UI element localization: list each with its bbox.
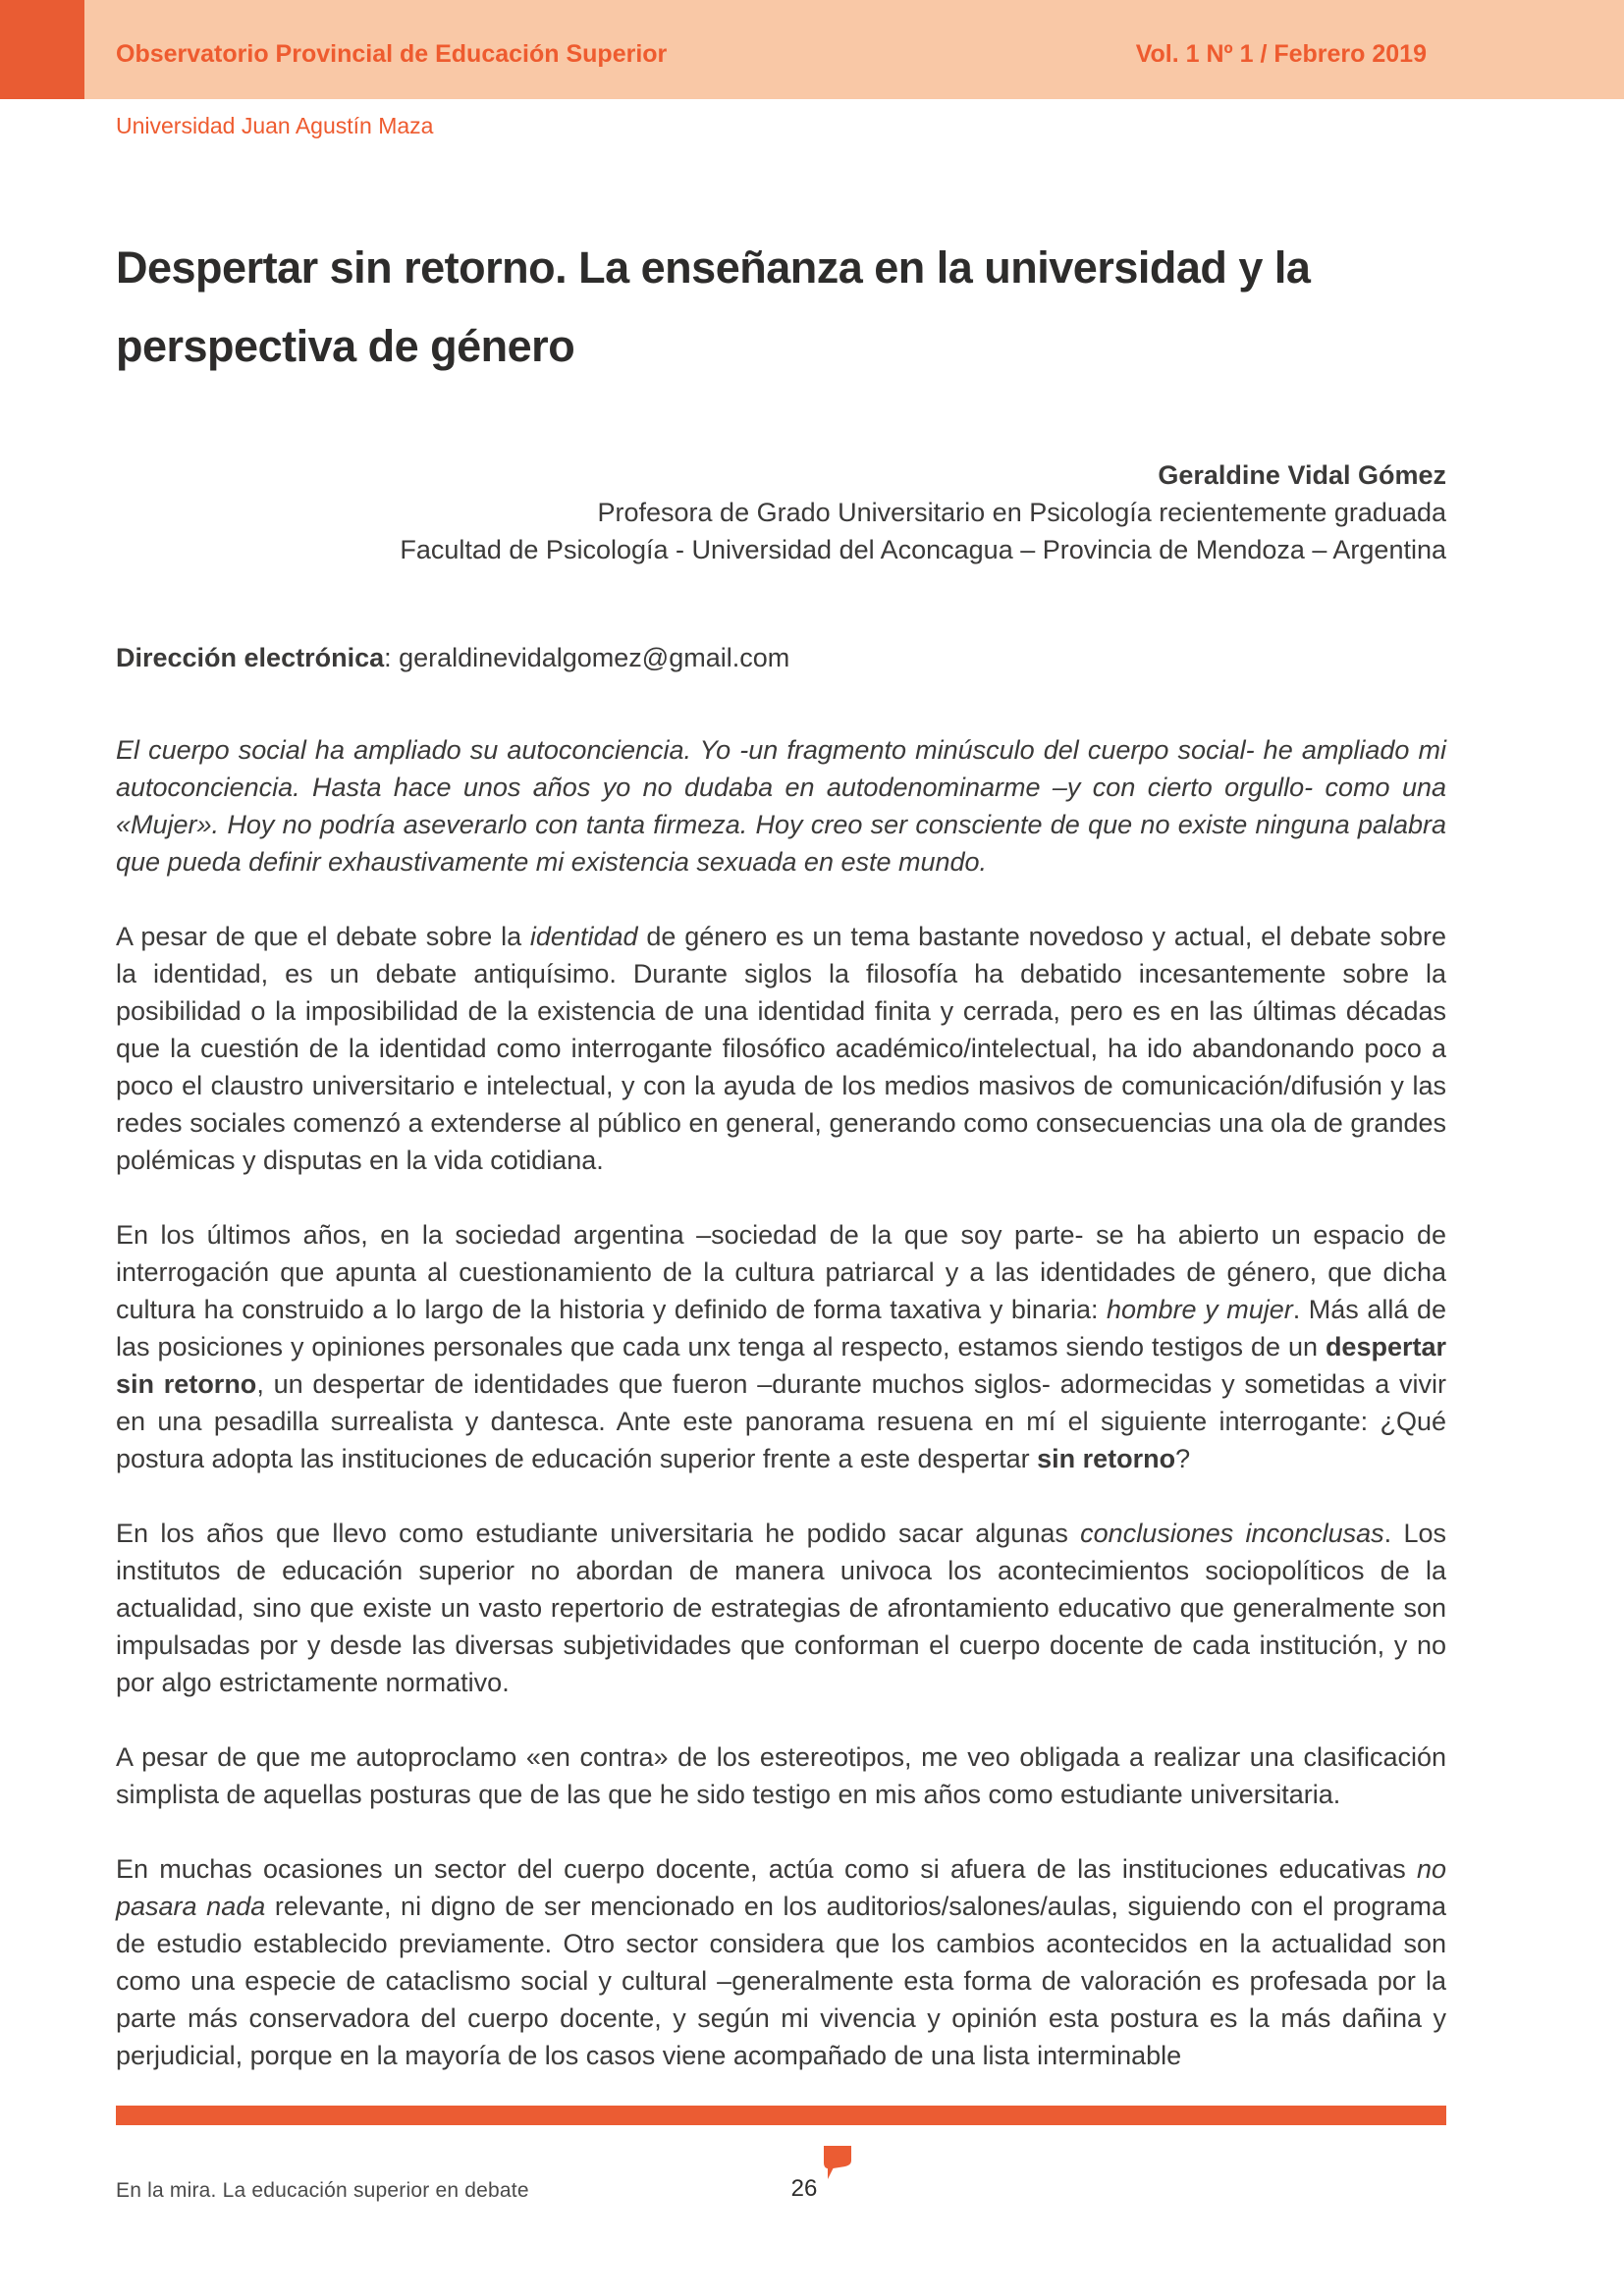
paragraph-text: En muchas ocasiones un sector del cuerpo docente, actúa como si afuera de las instituciones educativas <box>116 1854 1417 1884</box>
paragraph-text: El cuerpo social ha ampliado su autoconciencia. Yo -un fragmento minúsculo del cuerpo social- he ampliado mi autoconciencia. Hasta hace unos años yo no dudaba en autodenominarme –y con cierto orgullo- como una «Mujer». Hoy no podría aseverarlo con tanta firmeza. Hoy creo ser consciente de que no existe ninguna palabra que pueda definir exhaustivamente mi existencia sexuada en este mundo. <box>116 735 1446 877</box>
author-name: Geraldine Vidal Gómez <box>1158 460 1446 490</box>
paragraph-text: En los últimos años, en la sociedad argentina –sociedad de la que soy parte- se ha abierto un espacio de interrogación que apunta al cuestionamiento de la cultura patriarcal y a las identidades de género, que dicha cultura ha construido a lo largo de la historia y definido de forma taxativa y binaria: <box>116 1220 1446 1324</box>
university-name: Universidad Juan Agustín Maza <box>116 113 434 138</box>
paragraph-text: identidad <box>529 922 638 951</box>
paragraph-text: A pesar de que me autoproclamo «en contra» de los estereotipos, me veo obligada a realizar una clasificación simplista de aquellas posturas que de las que he sido testigo en mis años como estudiante universitaria. <box>116 1742 1446 1809</box>
brand-square <box>0 0 84 99</box>
body-paragraph <box>116 918 1446 1179</box>
paragraph-text: ? <box>1175 1444 1191 1473</box>
email-line <box>116 639 1446 676</box>
body-paragraph <box>116 1850 1446 2074</box>
journal-flag-icon <box>824 2146 851 2179</box>
journal-name: Observatorio Provincial de Educación Superior <box>116 40 668 68</box>
email-address: : geraldinevidalgomez@gmail.com <box>384 643 790 672</box>
author-block <box>116 456 1446 568</box>
paragraph-text: sin retorno <box>1037 1444 1176 1473</box>
body-paragraph <box>116 1738 1446 1813</box>
bottom-rule <box>116 2106 1446 2125</box>
paragraph-text: no pasara nada <box>116 1854 1446 1921</box>
body-paragraph <box>116 1216 1446 1477</box>
paragraph-text: hombre y mujer <box>1107 1295 1293 1324</box>
page-header <box>0 0 1624 99</box>
paragraph-text: despertar sin retorno <box>116 1332 1446 1399</box>
paragraph-text: , un despertar de identidades que fueron –durante muchos siglos- adormecidas y sometidas a vivir en una pesadilla surrealista y dantesca. Ante este panorama resuena en mí el siguiente interrogante: ¿Qué postura adopta las instituciones de educación superior frente a este despertar <box>116 1369 1447 1473</box>
issue-info: Vol. 1 Nº 1 / Febrero 2019 <box>1135 40 1427 68</box>
article <box>116 229 1446 2074</box>
body-paragraph <box>116 1515 1446 1701</box>
paragraph-text: de género es un tema bastante novedoso y actual, el debate sobre la identidad, es un debate antiquísimo. Durante siglos la filosofía ha debatido incesantemente sobre la posibilidad o la imposibilidad de la existencia de una identidad finita y cerrada, pero es en las últimas décadas que la cuestión de la identidad como interrogante filosófico académico/intelectual, ha ido abandonando poco a poco el claustro universitario e intelectual, y con la ayuda de los medios masivos de comunicación/difusión y las redes sociales comenzó a extenderse al público en general, generando como consecuencias una ola de grandes polémicas y disputas en la vida cotidiana. <box>116 922 1447 1175</box>
paragraph-text: conclusiones inconclusas <box>1080 1519 1384 1548</box>
paragraph-text: relevante, ni digno de ser mencionado en los auditorios/salones/aulas, siguiendo con el programa de estudio establecido previamente. Otro sector considera que los cambios acontecidos en la actualidad son como una especie de cataclismo social y cultural –generalmente esta forma de valoración es profesada por la parte más conservadora del cuerpo docente, y según mi vivencia y opinión esta postura es la más dañina y perjudicial, porque en la mayoría de los casos viene acompañado de una lista interminable <box>116 1892 1446 2070</box>
paragraph-text: En los años que llevo como estudiante universitaria he podido sacar algunas <box>116 1519 1081 1548</box>
article-title: Despertar sin retorno. La enseñanza en la universidad y la perspectiva de género <box>116 242 1311 371</box>
epigraph-paragraph <box>116 731 1446 881</box>
paragraph-text: A pesar de que el debate sobre la <box>116 922 530 951</box>
paragraph-text: . Más allá de las posiciones y opiniones personales que cada unx tenga al respecto, estamos siendo testigos de un <box>116 1295 1446 1362</box>
series-title: En la mira. La educación superior en debate <box>116 2179 529 2202</box>
email-label: Dirección electrónica <box>116 643 385 672</box>
page-number: 26 <box>790 2175 818 2202</box>
article-body <box>116 731 1446 2074</box>
paragraph-text: . Los institutos de educación superior no abordan de manera univoca los acontecimientos sociopolíticos de la actualidad, sino que existe un vasto repertorio de estrategias de afrontamiento educativo que generalmente son impulsadas por y desde las diversas subjetividades que conforman el cuerpo docente de cada institución, y no por algo estrictamente normativo. <box>116 1519 1446 1697</box>
author-affiliation: Facultad de Psicología - Universidad del Aconcagua – Provincia de Mendoza – Argentina <box>400 535 1446 564</box>
author-role: Profesora de Grado Universitario en Psicología recientemente graduada <box>597 498 1446 527</box>
